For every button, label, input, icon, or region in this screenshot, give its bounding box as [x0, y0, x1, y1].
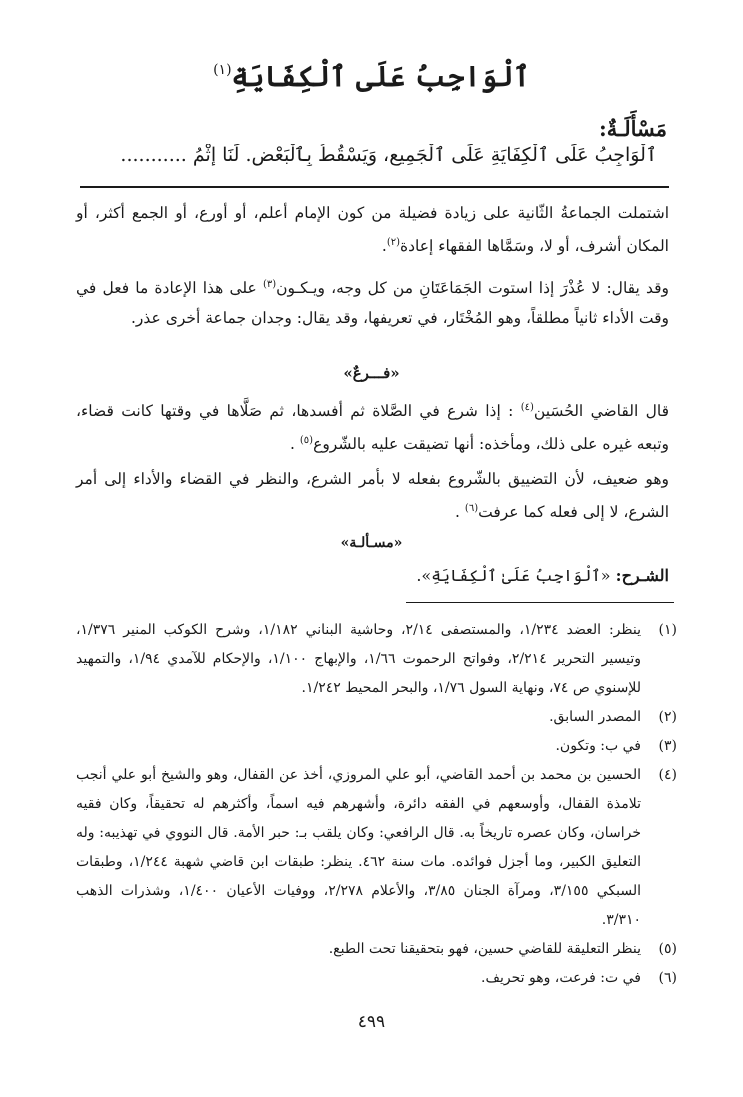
paragraph-3-text-b: : إذا شرع في الصَّلاة ثم أفسدها، ثم صَلَّاها في وقتها كانت قضاء، وتبعه غيره على ذلك، ومأخذه: أنها تضيقت عليه بالشّروع: [76, 402, 669, 454]
footnote-item: [76, 616, 677, 703]
page-number: ٤٩٩: [357, 1012, 386, 1032]
paragraph-3: [76, 393, 669, 459]
page-title: [0, 60, 743, 93]
paragraph-2-text-a: وقد يقال: لا عُذْرَ إذا استوت الجَمَاعَتَانِ من كل وجه، ويـكـون: [276, 279, 670, 298]
sharh-label: الشـرح:: [615, 566, 669, 585]
title-text: ٱلْوَاجِبُ عَلَى ٱلْكِفَايَةِ: [231, 60, 530, 93]
footnote-text: في ت: فرعت، وهو تحريف.: [481, 970, 641, 986]
footnote-divider: [406, 602, 674, 603]
matn-text: [80, 144, 657, 166]
paragraph-3-tail: .: [290, 435, 295, 454]
footnote-item: [76, 732, 677, 761]
footnote-text: في ب: وتكون.: [555, 738, 641, 754]
masala-heading: مَسْأَلَـةٌ:: [599, 116, 667, 141]
title-footnote-ref: (١): [213, 62, 232, 78]
footnote-ref-6: (٦): [464, 503, 479, 514]
footnote-ref-3: (٣): [262, 279, 277, 290]
paragraph-1-tail: .: [381, 237, 387, 256]
footnote-text: الحسين بن محمد بن أحمد القاضي، أبو علي المروزي، أخذ عن القفال، وهو والشيخ أبو علي أنجب تلامذة القفال، وأوسعهم في الفقه دائرة، وأشهرهم فيه اسماً، وأكثرهم له تحقيقاً، وكان فقيه خراسان، وكان عصره تاريخاً به. قال الرافعي: وكان يلقب بـ: حبر الأمة. قال النووي في تهذيبه: وله التعليق الكبير، وما أجزل فوائده. مات سنة ٤٦٢. ينظر: طبقات ابن قاضي شهبة ١/٢٤٤، وطبقات السبكي ٣/١٥٥، ومرآة الجنان ٣/٨٥، والأعلام ٢/٢٧٨، ووفيات الأعيان ١/٤٠٠، وشذرات الذهب ٣/٣١٠.: [76, 767, 641, 928]
footnote-ref-2: (٢): [386, 237, 400, 248]
matn-line: ٱلْوَاجِبُ عَلَى ٱلْكِفَايَةِ عَلَى ٱلْجَمِيعِ، وَيَسْقُطُ بِٱلْبَعْضِ. لَنَا إِثْمُ: [192, 144, 657, 166]
sharh-line: [416, 566, 669, 585]
footnote-ref-4: (٤): [520, 402, 534, 413]
matn-dots: ...........: [120, 144, 187, 166]
footnote-ref-5: (٥): [299, 435, 314, 447]
footnote-text: ينظر: العضد ١/٢٣٤، والمستصفى ٢/١٤، وحاشية البناني ١/١٨٢، وشرح الكوكب المنير ١/٣٧٦، وتيسير التحرير ٢/٢١٤، وفواتح الرحموت ١/٦٦، والإبهاج ١/١٠٠، والإحكام للآمدي ١/٩٤، والتمهيد للإسنوي ص ٧٤، ونهاية السول ١/٧٦، والبحر المحيط ١/٢٤٢.: [76, 622, 642, 696]
paragraph-1-text: اشتملت الجماعةُ الثّانية على زيادة فضيلة من كون الإمام أعلم، أو أورع، أو الجمع أكثر، أو المكان أشرف، أو لا، وسَمَّاها الفقهاء إعادة: [76, 204, 669, 256]
footnote-item: [76, 964, 677, 993]
footnote-text: المصدر السابق.: [549, 709, 641, 725]
sharh-text: «ٱلْوَاجِبُ عَلَىٰ ٱلْكِفَايَةِ».: [416, 566, 611, 585]
paragraph-1: [76, 198, 669, 261]
paragraph-2: [76, 270, 669, 333]
paragraph-2-text-b: على هذا الإعادة ما فعل في وقت الأداء ثانياً مطلقاً، وهو المُخْتَار، في تعريفها، وقد يقال: وجدان جماعة أخرى عذر.: [76, 279, 669, 328]
paragraph-4: [76, 464, 669, 527]
paragraph-3-text-a: قال القاضي الحُسَين: [533, 402, 669, 421]
footnote-number: (٤): [658, 767, 677, 783]
footnote-item: [76, 761, 677, 935]
footnote-number: (٥): [658, 941, 677, 957]
paragraph-4-tail: .: [455, 503, 460, 522]
footnote-text: ينظر التعليقة للقاضي حسين، فهو بتحقيقنا تحت الطبع.: [328, 941, 641, 957]
footnote-item: [76, 935, 677, 964]
footnote-number: (٦): [658, 970, 677, 986]
masala-subheading: «مسـألـة»: [340, 535, 403, 551]
paragraph-4-text: وهو ضعيف، لأن التضييق بالشّروع بفعله لا بأمر الشرع، والنظر في القضاء والأداء إلى أمر الشرع، لا إلى فعله كما عرفت: [76, 470, 669, 522]
footnote-number: (٣): [658, 738, 677, 754]
footnote-item: [76, 703, 677, 732]
footnotes: [76, 616, 677, 993]
footnote-number: (١): [658, 622, 677, 638]
footnote-number: (٢): [658, 709, 677, 725]
farr-heading: «فـــرعٌ»: [343, 364, 400, 382]
matn-divider: [80, 186, 669, 188]
